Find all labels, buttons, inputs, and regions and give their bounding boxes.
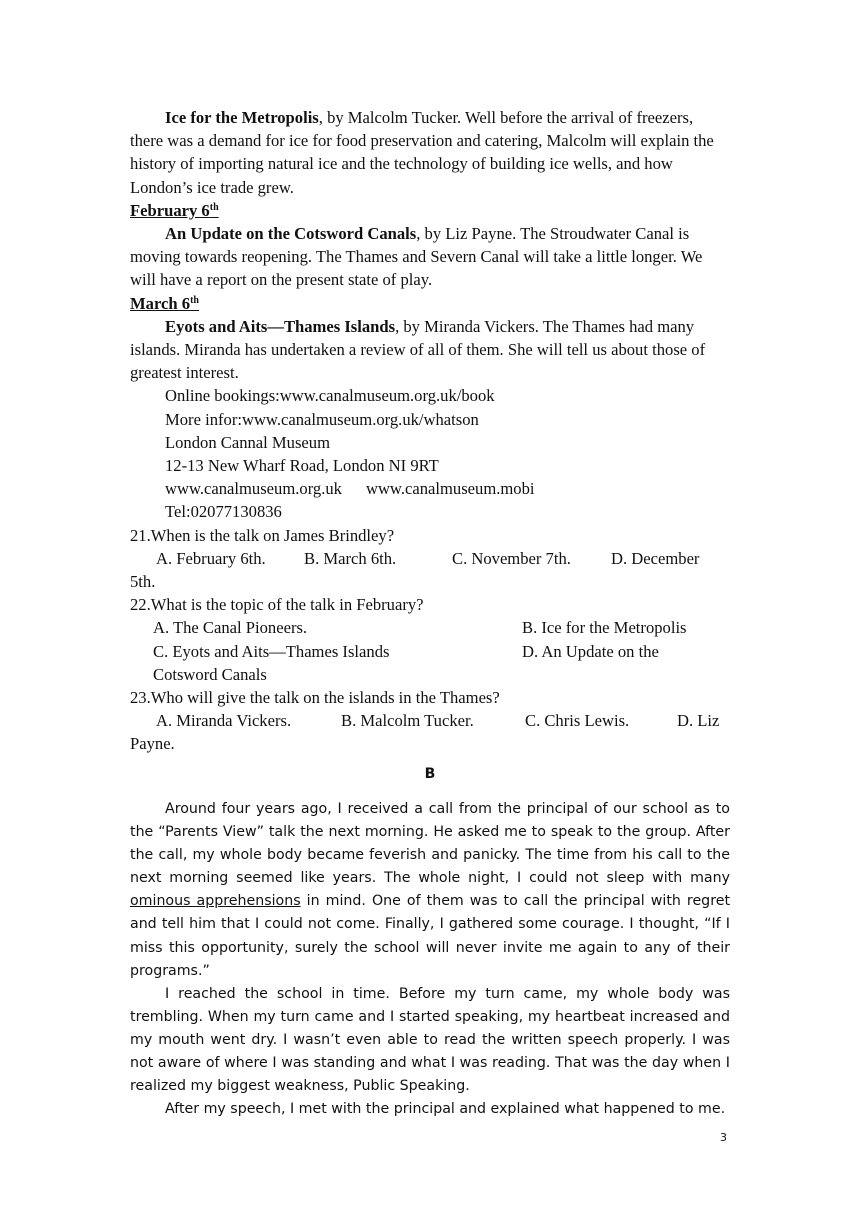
- option-c: C. November 7th.: [452, 548, 571, 568]
- talk-eyots: [130, 315, 730, 385]
- underlined-phrase: ominous apprehensions: [130, 893, 301, 910]
- option-d: D. An Update on the: [522, 641, 659, 661]
- section-heading: B: [424, 766, 436, 782]
- talk-description: , by Malcolm Tucker. Well before the arrival of freezers, there was a demand for ice for food preservation and catering, Malcolm will explain the history of importing natural ice and the technology of building ice wells, and how London’s ice trade grew.: [130, 108, 714, 197]
- talk-cotsword: [130, 222, 730, 292]
- option-d-wrap: 5th.: [130, 572, 156, 592]
- question-21: 21.When is the talk on James Brindley?: [130, 525, 395, 545]
- option-d-wrap: Cotsword Canals: [153, 664, 267, 684]
- talk-title: Ice for the Metropolis: [165, 108, 319, 127]
- museum-address: 12-13 New Wharf Road, London NI 9RT: [165, 456, 439, 476]
- question-21-options: [130, 547, 730, 570]
- more-info: More infor:www.canalmuseum.org.uk/whatson: [165, 409, 479, 429]
- talk-title: Eyots and Aits—Thames Islands: [165, 316, 396, 336]
- option-b: B. Malcolm Tucker.: [341, 711, 474, 731]
- online-bookings: Online bookings:www.canalmuseum.org.uk/book: [165, 386, 495, 406]
- option-d: D. Liz: [677, 711, 720, 731]
- option-a: A. Miranda Vickers.: [156, 711, 292, 731]
- option-a: A. The Canal Pioneers.: [153, 618, 308, 638]
- option-a: A. February 6th.: [156, 548, 266, 568]
- option-d-wrap: Payne.: [130, 734, 175, 754]
- museum-name: London Cannal Museum: [165, 432, 330, 452]
- websites: www.canalmuseum.org.uk www.canalmuseum.mobi: [165, 479, 535, 499]
- question-22-options: [130, 616, 730, 662]
- event-listing: [130, 106, 730, 756]
- option-c: C. Eyots and Aits—Thames Islands: [153, 641, 390, 661]
- passage-b: [130, 798, 730, 1121]
- option-c: C. Chris Lewis.: [525, 711, 630, 731]
- paragraph: After my speech, I met with the principal and explained what happened to me.: [165, 1101, 726, 1118]
- paragraph: I reached the school in time. Before my turn came, my whole body was trembling. When my turn came and I started speaking, my heartbeat increased and my mouth went dry. I wasn’t even able to read the written speech properly. I was not aware of where I was standing and what I was reading. That was the day when I realized my biggest weakness, Public Speaking.: [130, 985, 730, 1095]
- paragraph: Around four years ago, I received a call from the principal of our school as to the “Parents View” talk the next morning. He asked me to speak to the group. After the call, my whole body became feverish and panicky. The time from his call to the next morning seemed like years. The whole night, I could not sleep with many ominous apprehensions in mind. One of them was to call the principal with regret and tell him that I could not come. Finally, I gathered some courage. I thought, “If I miss this opportunity, surely the school will never invite me again to any of their programs.”: [130, 801, 731, 979]
- talk-ice: [130, 106, 730, 199]
- page-number: 3: [720, 1131, 727, 1144]
- talk-description: , by Miranda Vickers. The Thames had many islands. Miranda has undertaken a review of all of them. She will tell us about those of greatest interest.: [130, 316, 706, 383]
- date-heading-march: March 6th: [130, 293, 199, 313]
- telephone: Tel:02077130836: [165, 502, 282, 522]
- question-22: 22.What is the topic of the talk in February?: [130, 595, 424, 615]
- date-heading-february: February 6th: [130, 200, 219, 220]
- option-b: B. March 6th.: [304, 548, 397, 568]
- question-23-options: [130, 709, 730, 732]
- option-d: D. December: [611, 548, 700, 568]
- talk-description: , by Liz Payne. The Stroudwater Canal is moving towards reopening. The Thames and Severn Canal will take a little longer. We will have a report on the present state of play.: [130, 224, 703, 290]
- question-23: 23.Who will give the talk on the islands in the Thames?: [130, 688, 500, 708]
- talk-title: An Update on the Cotsword Canals: [165, 224, 417, 244]
- option-b: B. Ice for the Metropolis: [522, 618, 687, 638]
- contact-block: [130, 384, 730, 523]
